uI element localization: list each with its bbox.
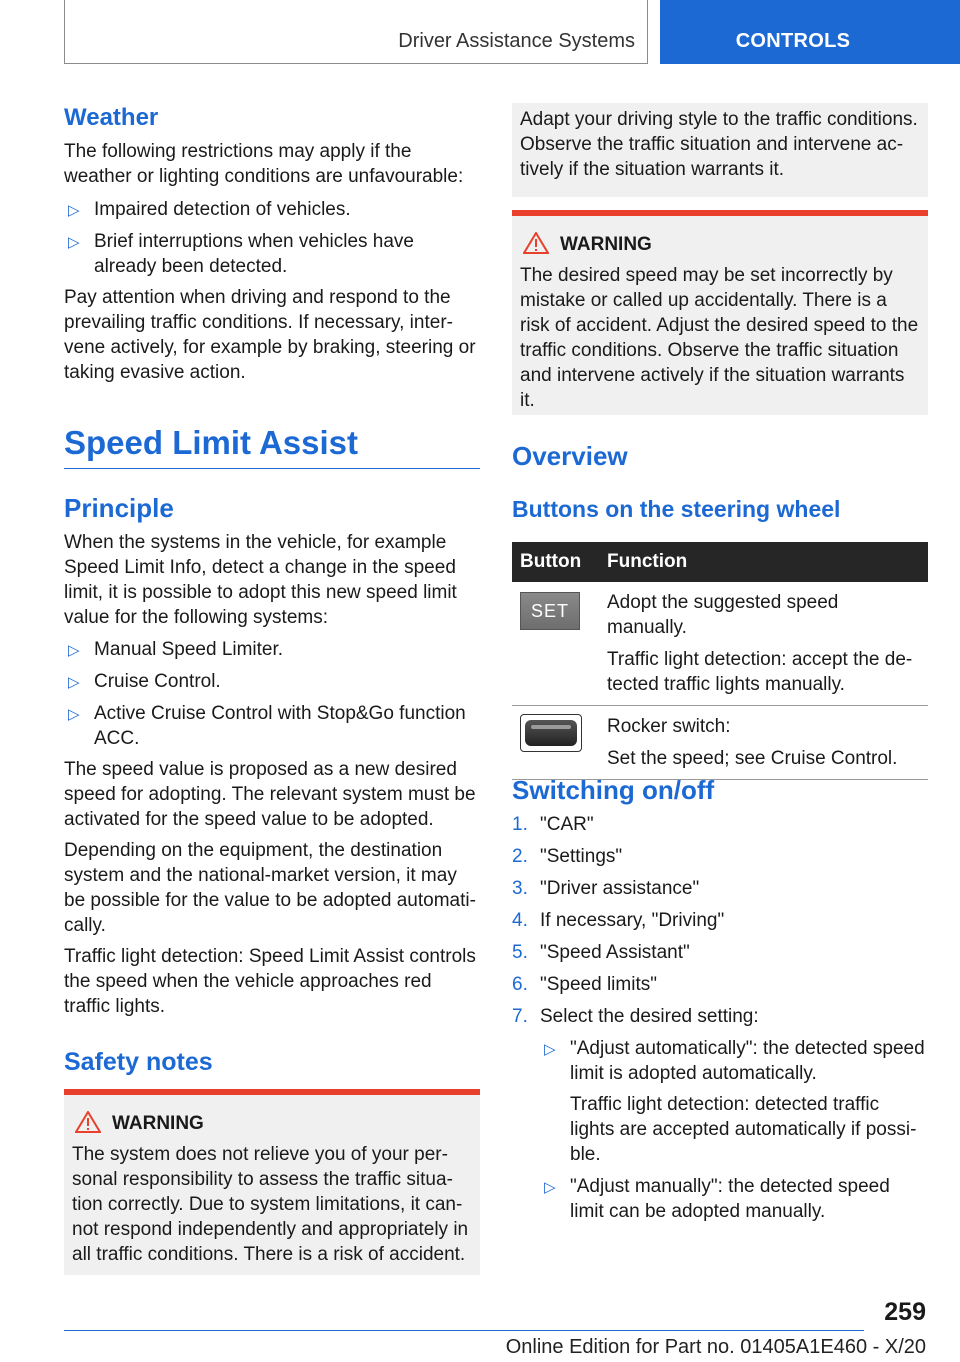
bullet-triangle-icon: ▷ (68, 234, 80, 251)
chapter-tab[interactable] (660, 0, 960, 64)
warning-label: WARNING (72, 1111, 472, 1136)
list-item: ▷ "Adjust manually": the detected speed limit can be adopted manually. (544, 1176, 890, 1222)
bullet-triangle-icon: ▷ (68, 642, 80, 659)
bullet-triangle-icon: ▷ (544, 1041, 556, 1058)
chapter-title: CONTROLS (735, 30, 851, 52)
set-button-icon: SET (520, 592, 580, 630)
section-title: Driver Assistance Systems (398, 30, 635, 52)
warning-box-1 (64, 1089, 480, 1275)
steering-buttons-heading: Buttons on the steering wheel (512, 496, 841, 522)
warning-box-2 (512, 210, 928, 415)
warning-text-2: The desired speed may be set incorrectly by mistake or called up accidentally. There is a risk of accident. Adjust the desired speed to the traffic conditions. Observe the traffic situation and intervene actively if the situation warrants it. (520, 265, 919, 411)
bullet-triangle-icon: ▷ (68, 674, 80, 691)
weather-block (64, 139, 480, 385)
rocker-switch-icon (520, 714, 582, 752)
sub-options (512, 1036, 928, 1224)
principle-heading: Principle (64, 493, 174, 523)
principle-p2: Depending on the equipment, the destination system and the national-market version, it may be possible for the value to be adopted automatically. (64, 840, 476, 936)
header-section-box (64, 0, 648, 64)
switching-steps (512, 812, 928, 1224)
list-item: 5. "Speed Assistant" (512, 942, 690, 963)
principle-block (64, 530, 480, 1019)
list-item: ▷ Cruise Control. (64, 669, 480, 694)
main-heading: Speed Limit Assist (64, 424, 480, 469)
list-item: 7. Select the desired setting: (512, 1006, 759, 1027)
weather-intro: The following restrictions may apply if the weather or lighting conditions are unfavourable: (64, 141, 464, 187)
table-row (512, 706, 928, 780)
list-item: 6. "Speed limits" (512, 974, 657, 995)
table-header-row (512, 542, 928, 582)
column-header-button: Button (512, 542, 599, 582)
list-item: ▷ "Adjust automatically": the detected speed limit is adopted automatically. (544, 1038, 925, 1084)
list-item: ▷ Brief interruptions when vehicles have already been detected. (68, 231, 415, 277)
warning-triangle-icon (75, 1111, 101, 1133)
function-cell: Adopt the suggested speed manually. Traffic light detection: accept the detected traffic lights manually. (599, 582, 928, 706)
list-item: ▷ Active Cruise Control with Stop&Go function ACC. (68, 703, 466, 749)
principle-intro: When the systems in the vehicle, for example Speed Limit Info, detect a change in the speed limit, it is possible to adopt this new speed limit value for the following systems: (64, 532, 457, 628)
warning-triangle-icon (523, 232, 549, 254)
column-header-function: Function (599, 542, 928, 582)
weather-heading: Weather (64, 104, 159, 131)
list-item: 2. "Settings" (512, 846, 623, 867)
bullet-triangle-icon: ▷ (68, 706, 80, 723)
list-item: ▷ Impaired detection of vehicles. (64, 197, 480, 222)
button-cell (512, 706, 599, 780)
button-cell (512, 582, 599, 706)
table-row (512, 582, 928, 706)
list-item: ▷ Manual Speed Limiter. (64, 637, 480, 662)
sub-option-note: Traffic light detection: detected traffic lights are accepted automatically if possible. (570, 1094, 917, 1165)
warning-continued-box (512, 103, 928, 197)
list-item: 4. If necessary, "Driving" (512, 910, 725, 931)
principle-p1: The speed value is proposed as a new desired speed for adopting. The relevant system must be activated for the speed value to be adopted. (64, 759, 476, 830)
switching-heading: Switching on/off (512, 775, 715, 805)
weather-body: Pay attention when driving and respond to the prevailing traffic conditions. If necessary, intervene actively, for example by braking, steering or taking evasive action. (64, 287, 476, 383)
list-item: 1. "CAR" (512, 814, 594, 835)
edition-note: Online Edition for Part no. 01405A1E460 - X/20 (505, 1336, 926, 1358)
bullet-triangle-icon: ▷ (544, 1179, 556, 1196)
function-cell: Rocker switch: Set the speed; see Cruise Control. (599, 706, 928, 780)
bullet-triangle-icon: ▷ (68, 202, 80, 219)
page-number: 259 (884, 1298, 926, 1326)
list-item: 3. "Driver assistance" (512, 878, 700, 899)
warning-label: WARNING (520, 232, 920, 257)
buttons-table (512, 542, 928, 780)
safety-heading: Safety notes (64, 1048, 213, 1076)
warning-continued-text: Adapt your driving style to the traffic conditions. Observe the traffic situation and intervene actively if the situation warrants it. (520, 109, 918, 180)
footer-divider (64, 1330, 864, 1331)
overview-heading: Overview (512, 441, 628, 471)
warning-text-1: The system does not relieve you of your personal responsibility to assess the traffic situation correctly. Due to system limitations, it cannot respond independently and appropriately in all traffic conditions. There is a risk of accident. (72, 1144, 469, 1265)
principle-p3: Traffic light detection: Speed Limit Assist controls the speed when the vehicle approaches red traffic lights. (64, 946, 476, 1017)
